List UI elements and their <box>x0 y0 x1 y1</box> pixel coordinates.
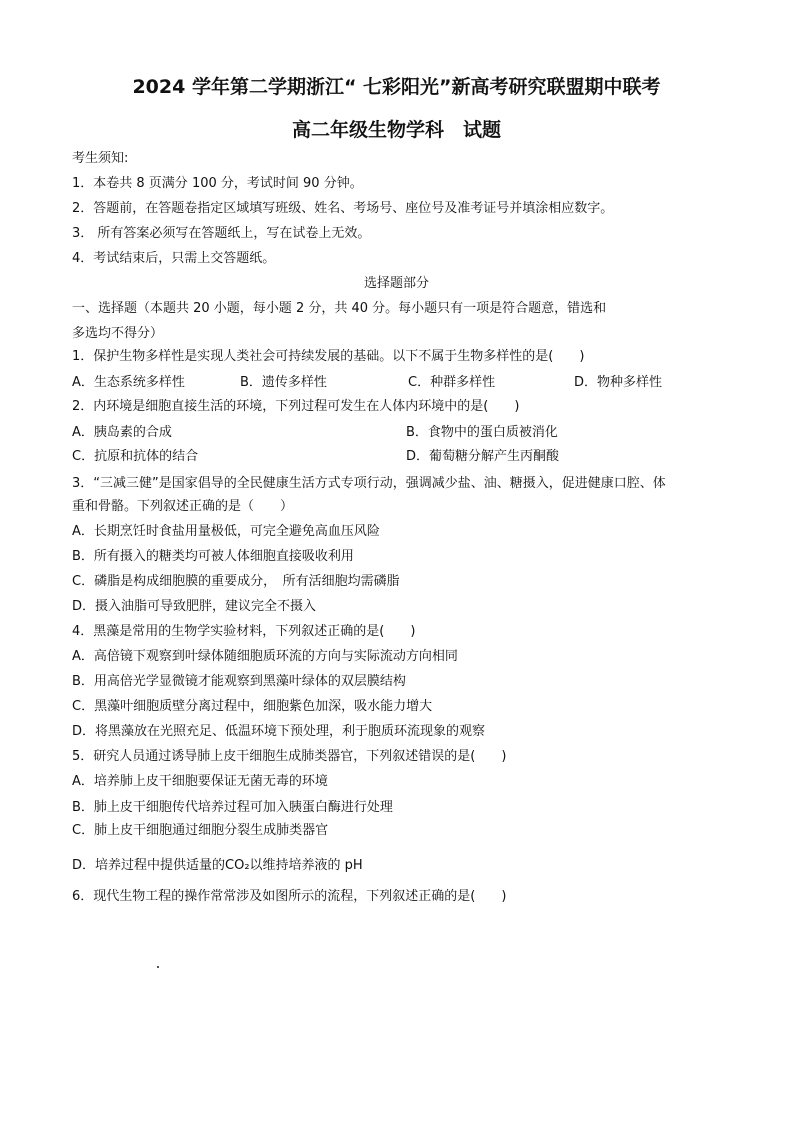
section-intro: 一、选择题（本题共 20 小题，每小题 2 分，共 40 分。每小题只有一项是符合题意，错选和 <box>72 301 607 316</box>
question-option: B．肺上皮干细胞传代培养过程可加入胰蛋白酶进行处理 <box>72 800 393 815</box>
question-option: C．种群多样性 <box>408 375 496 390</box>
question-option: D．物种多样性 <box>574 375 663 390</box>
question-option: B．所有摄入的糖类均可被人体细胞直接吸收利用 <box>72 549 354 564</box>
question-option: B．遗传多样性 <box>240 375 327 390</box>
question-stem: 5．研究人员通过诱导肺上皮干细胞生成肺类器官，下列叙述错误的是( ) <box>72 749 507 764</box>
question-option: C．抗原和抗体的结合 <box>72 449 199 464</box>
section-intro: 多选均不得分） <box>72 326 164 341</box>
question-stem: 3．“三减三健”是国家倡导的全民健康生活方式专项行动，强调减少盐、油、糖摄入，促进健康口腔、体 <box>72 476 666 491</box>
section-heading: 选择题部分 <box>363 276 429 291</box>
notice-item: 3． 所有答案必须写在答题纸上，写在试卷上无效。 <box>72 226 371 241</box>
question-option: D．将黑藻放在光照充足、低温环境下预处理，利于胞质环流现象的观察 <box>72 724 486 739</box>
stray-mark <box>157 966 159 968</box>
question-option: D．培养过程中提供适量的CO₂以维持培养液的 pH <box>72 858 363 873</box>
question-option: C．肺上皮干细胞通过细胞分裂生成肺类器官 <box>72 823 329 838</box>
question-option: C．磷脂是构成细胞膜的重要成分， 所有活细胞均需磷脂 <box>72 574 400 589</box>
question-option: A．胰岛素的合成 <box>72 425 172 440</box>
notice-item: 2．答题前，在答题卷指定区域填写班级、姓名、考场号、座位号及准考证号并填涂相应数字。 <box>72 201 614 216</box>
notice-item: 1．本卷共 8 页满分 100 分，考试时间 90 分钟。 <box>72 176 363 191</box>
question-stem: 重和骨骼。下列叙述正确的是（ ） <box>72 499 294 514</box>
question-option: A．长期烹饪时食盐用量极低，可完全避免高血压风险 <box>72 524 380 539</box>
question-option: B．食物中的蛋白质被消化 <box>406 425 558 440</box>
notice-item: 4．考试结束后，只需上交答题纸。 <box>72 251 276 266</box>
exam-subtitle: 高二年级生物学科 试题 <box>291 119 501 141</box>
question-option: D．葡萄糖分解产生丙酮酸 <box>406 449 560 464</box>
question-stem: 1．保护生物多样性是实现人类社会可持续发展的基础。以下不属于生物多样性的是( ) <box>72 349 585 364</box>
question-stem: 4．黑藻是常用的生物学实验材料，下列叙述正确的是( ) <box>72 624 416 639</box>
question-option: A．培养肺上皮干细胞要保证无菌无毒的环境 <box>72 774 328 789</box>
question-option: C．黑藻叶细胞质壁分离过程中，细胞紫色加深，吸水能力增大 <box>72 699 433 714</box>
question-option: D．摄入油脂可导致肥胖，建议完全不摄入 <box>72 599 317 614</box>
question-option: A．高倍镜下观察到叶绿体随细胞质环流的方向与实际流动方向相同 <box>72 649 458 664</box>
notice-heading: 考生须知: <box>72 151 129 166</box>
question-stem: 2．内环境是细胞直接生活的环境，下列过程可发生在人体内环境中的是( ) <box>72 399 520 414</box>
question-option: A．生态系统多样性 <box>72 375 185 390</box>
question-option: B．用高倍光学显微镜才能观察到黑藻叶绿体的双层膜结构 <box>72 674 406 689</box>
exam-title: 2024 学年第二学期浙江“ 七彩阳光”新高考研究联盟期中联考 <box>132 76 661 98</box>
question-stem: 6．现代生物工程的操作常常涉及如图所示的流程，下列叙述正确的是( ) <box>72 889 507 904</box>
